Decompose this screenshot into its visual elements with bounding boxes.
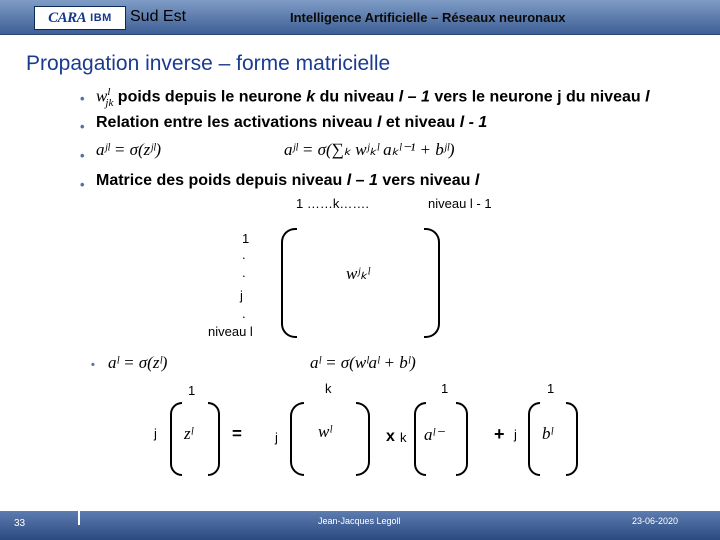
text: vers niveau	[377, 172, 475, 189]
footer-divider	[78, 511, 80, 525]
text: k	[306, 88, 316, 106]
text: poids depuis le neurone	[113, 88, 307, 106]
left-bracket	[170, 402, 182, 476]
z-row-label: j	[154, 426, 157, 441]
slide-title: Propagation inverse – forme matricielle	[26, 52, 391, 75]
bullet-dot: •	[91, 359, 95, 371]
bullet-relation	[96, 114, 487, 132]
left-bracket	[281, 228, 297, 338]
sup-l: l	[107, 86, 111, 98]
footer-date: 23-06-2020	[632, 516, 679, 526]
matrix-row-dot: .	[242, 265, 246, 280]
matrix-row-dot: .	[242, 247, 246, 262]
text: et niveau	[381, 114, 460, 131]
text: vers le neurone j du niveau	[429, 88, 646, 106]
text: l – 1	[398, 88, 430, 106]
right-bracket	[456, 402, 468, 476]
page-number: 33	[14, 518, 26, 529]
equals-sign: =	[232, 424, 242, 443]
bullet-dot: •	[80, 148, 85, 163]
times-sign: x	[386, 428, 395, 445]
w-column-header: k	[325, 381, 332, 396]
author-name: Jean-Jacques Legoll	[318, 516, 401, 526]
matrix-row-dot: .	[242, 306, 246, 321]
a-previous-vector: aˡ⁻	[424, 425, 444, 444]
bullet-dot: •	[80, 91, 85, 106]
equation-a-sigma-z: aʲˡ = σ(zʲˡ)	[96, 140, 162, 159]
text: l - 1	[459, 114, 488, 131]
course-title: Intelligence Artificielle – Réseaux neuronaux	[290, 10, 566, 25]
text: l	[376, 114, 382, 131]
text: l – 1	[346, 172, 378, 189]
cara-ibm-logo	[34, 6, 126, 30]
equation-a-sigma-wa-b: aˡ = σ(wˡaˡ + bˡ)	[310, 353, 416, 372]
b-row-label: j	[514, 427, 517, 442]
matrix-row-level: niveau l	[208, 324, 253, 339]
a-row-label: k	[400, 430, 407, 445]
left-bracket	[528, 402, 540, 476]
bullet-weights	[96, 86, 650, 109]
bullet-matrix	[96, 172, 479, 190]
right-bracket	[356, 402, 370, 476]
w-row-label: j	[275, 430, 278, 445]
matrix-row-1: 1	[242, 231, 250, 246]
right-bracket	[424, 228, 440, 338]
equation-a-sigma-z-vector: aˡ = σ(zˡ)	[108, 353, 168, 372]
bullet-dot: •	[80, 177, 85, 192]
logo-ibm-text: IBM	[90, 12, 112, 24]
matrix-column-level: niveau l - 1	[428, 196, 492, 211]
a-column-header: 1	[441, 381, 449, 396]
equation-a-sigma-sum: aʲˡ = σ(∑ₖ wʲₖˡ aₖˡ⁻¹ + bʲˡ)	[284, 140, 455, 159]
text: l	[474, 172, 480, 189]
w-matrix: wˡ	[318, 422, 332, 441]
z-vector: zˡ	[184, 424, 193, 443]
bullet-dot: •	[80, 119, 85, 134]
matrix-entry-w: wʲₖˡ	[346, 264, 370, 283]
text: Matrice des poids depuis niveau	[96, 172, 347, 189]
left-bracket	[290, 402, 304, 476]
right-bracket	[566, 402, 578, 476]
plus-sign: +	[494, 424, 505, 444]
right-bracket	[208, 402, 220, 476]
text: l	[645, 88, 650, 106]
sub-jk: jk	[105, 96, 114, 109]
b-vector: bˡ	[542, 424, 553, 443]
region-label: Sud Est	[130, 8, 187, 25]
text: Relation entre les activations niveau	[96, 114, 377, 131]
matrix-column-header: 1 ……k…….	[296, 196, 369, 211]
b-column-header: 1	[547, 381, 555, 396]
z-column-header: 1	[188, 383, 196, 398]
w-symbol: w	[96, 86, 108, 106]
matrix-row-j: j	[240, 288, 243, 303]
text: du niveau	[315, 88, 399, 106]
logo-cara-text: CARA	[48, 9, 87, 26]
